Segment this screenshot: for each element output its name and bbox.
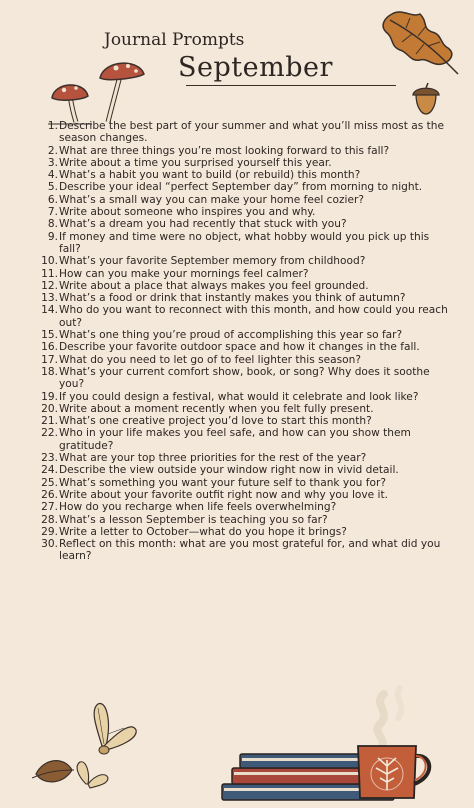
prompt-list <box>30 120 450 563</box>
mushrooms-icon <box>42 56 152 126</box>
prompt-item <box>30 366 450 391</box>
prompt-number: 16. <box>41 341 58 354</box>
prompt-text: What’s a food or drink that instantly makes you think of autumn? <box>59 292 406 305</box>
prompt-item <box>30 206 450 218</box>
prompt-item <box>30 268 450 280</box>
prompt-item <box>30 538 450 563</box>
prompt-text: What’s a habit you want to build (or rebuild) this month? <box>59 169 361 182</box>
prompt-text: What’s one thing you’re proud of accomplishing this year so far? <box>59 329 403 342</box>
prompt-text: What are your top three priorities for the rest of the year? <box>59 452 367 465</box>
prompt-item <box>30 120 450 145</box>
prompt-number: 2. <box>47 144 58 157</box>
prompt-number: 30. <box>41 538 58 551</box>
prompt-text: How do you recharge when life feels overwhelming? <box>59 501 337 514</box>
prompt-item <box>30 280 450 292</box>
prompt-number: 21. <box>41 415 58 428</box>
subtitle: Journal Prompts <box>104 30 245 50</box>
prompt-number: 1. <box>47 120 58 132</box>
prompt-number: 17. <box>41 353 58 366</box>
prompt-number: 18. <box>41 365 58 378</box>
prompt-text: Describe your ideal “perfect September day” from morning to night. <box>59 181 423 194</box>
prompt-item <box>30 157 450 169</box>
prompt-number: 3. <box>47 156 58 169</box>
prompt-number: 19. <box>41 390 58 403</box>
prompt-text: If you could design a festival, what would it celebrate and look like? <box>59 390 419 403</box>
prompt-item <box>30 329 450 341</box>
prompt-item <box>30 403 450 415</box>
prompt-text: How can you make your mornings feel calmer? <box>59 267 309 280</box>
prompt-number: 23. <box>41 452 58 465</box>
prompt-text: Who in your life makes you feel safe, and how can you show them gratitude? <box>59 427 411 452</box>
prompt-number: 4. <box>47 169 58 182</box>
prompt-item <box>30 514 450 526</box>
prompt-number: 25. <box>41 476 58 489</box>
prompt-text: What’s a dream you had recently that stuck with you? <box>59 218 347 231</box>
prompt-item <box>30 427 450 452</box>
prompt-text: Who do you want to reconnect with this month, and how could you reach out? <box>59 304 448 329</box>
prompt-number: 14. <box>41 304 58 317</box>
prompt-item <box>30 218 450 230</box>
prompt-text: Write about a time you surprised yourself this year. <box>59 156 332 169</box>
acorn-icon <box>410 82 440 116</box>
prompt-text: What’s your current comfort show, book, or song? Why does it soothe you? <box>59 365 430 391</box>
prompt-number: 20. <box>41 402 58 415</box>
prompt-number: 11. <box>41 267 58 280</box>
prompt-text: Describe your favorite outdoor space and how it changes in the fall. <box>59 341 420 354</box>
maple-seeds-icon <box>24 696 144 800</box>
oak-leaf-icon <box>372 4 472 84</box>
prompt-number: 26. <box>41 488 58 501</box>
books-and-mug-icon <box>216 680 466 804</box>
prompt-text: Write a letter to October—what do you hope it brings? <box>59 525 347 538</box>
prompt-number: 8. <box>47 218 58 231</box>
prompt-item <box>30 464 450 476</box>
prompt-text: What are three things you’re most looking forward to this fall? <box>59 144 390 157</box>
prompt-number: 13. <box>41 292 58 305</box>
prompt-text: What’s your favorite September memory from childhood? <box>59 255 366 268</box>
prompt-item <box>30 415 450 427</box>
prompt-number: 9. <box>47 230 58 243</box>
prompt-number: 24. <box>41 464 58 477</box>
prompt-number: 15. <box>41 329 58 342</box>
title-underline <box>186 85 396 86</box>
prompt-item <box>30 181 450 193</box>
prompt-text: Write about a place that always makes you feel grounded. <box>59 279 369 292</box>
page-title: September <box>178 52 333 83</box>
prompt-text: What do you need to let go of to feel lighter this season? <box>59 353 361 366</box>
prompt-item <box>30 145 450 157</box>
prompt-item <box>30 341 450 353</box>
prompt-text: Reflect on this month: what are you most grateful for, and what did you learn? <box>59 538 441 563</box>
prompt-number: 10. <box>41 255 58 268</box>
prompt-number: 5. <box>47 181 58 194</box>
prompt-text: Describe the best part of your summer and what you’ll miss most as the season changes. <box>59 120 444 145</box>
prompt-item <box>30 452 450 464</box>
prompt-item <box>30 292 450 304</box>
prompt-item <box>30 501 450 513</box>
prompt-item <box>30 354 450 366</box>
prompt-text: What’s something you want your future self to thank you for? <box>59 476 386 489</box>
prompt-item <box>30 526 450 538</box>
prompt-text: Describe the view outside your window right now in vivid detail. <box>59 464 399 477</box>
prompt-item <box>30 169 450 181</box>
prompt-item <box>30 477 450 489</box>
prompt-text: What’s a lesson September is teaching you so far? <box>59 513 328 526</box>
prompt-number: 27. <box>41 501 58 514</box>
prompt-text: Write about a moment recently when you felt fully present. <box>59 402 374 415</box>
prompt-item <box>30 231 450 256</box>
prompt-item <box>30 304 450 329</box>
prompt-text: Write about someone who inspires you and why. <box>59 206 316 219</box>
prompt-item <box>30 489 450 501</box>
prompt-text: Write about your favorite outfit right now and why you love it. <box>59 488 388 501</box>
prompt-number: 29. <box>41 525 58 538</box>
prompt-item <box>30 194 450 206</box>
prompt-text: If money and time were no object, what hobby would you pick up this fall? <box>59 230 430 255</box>
prompt-number: 22. <box>41 427 58 440</box>
prompt-text: What’s one creative project you’d love to start this month? <box>59 415 372 428</box>
prompt-number: 6. <box>47 193 58 206</box>
prompt-item <box>30 255 450 267</box>
prompt-number: 7. <box>47 206 58 219</box>
prompt-number: 12. <box>41 279 58 292</box>
prompt-item <box>30 391 450 403</box>
prompt-number: 28. <box>41 513 58 526</box>
prompt-text: What’s a small way you can make your home feel cozier? <box>59 193 364 206</box>
